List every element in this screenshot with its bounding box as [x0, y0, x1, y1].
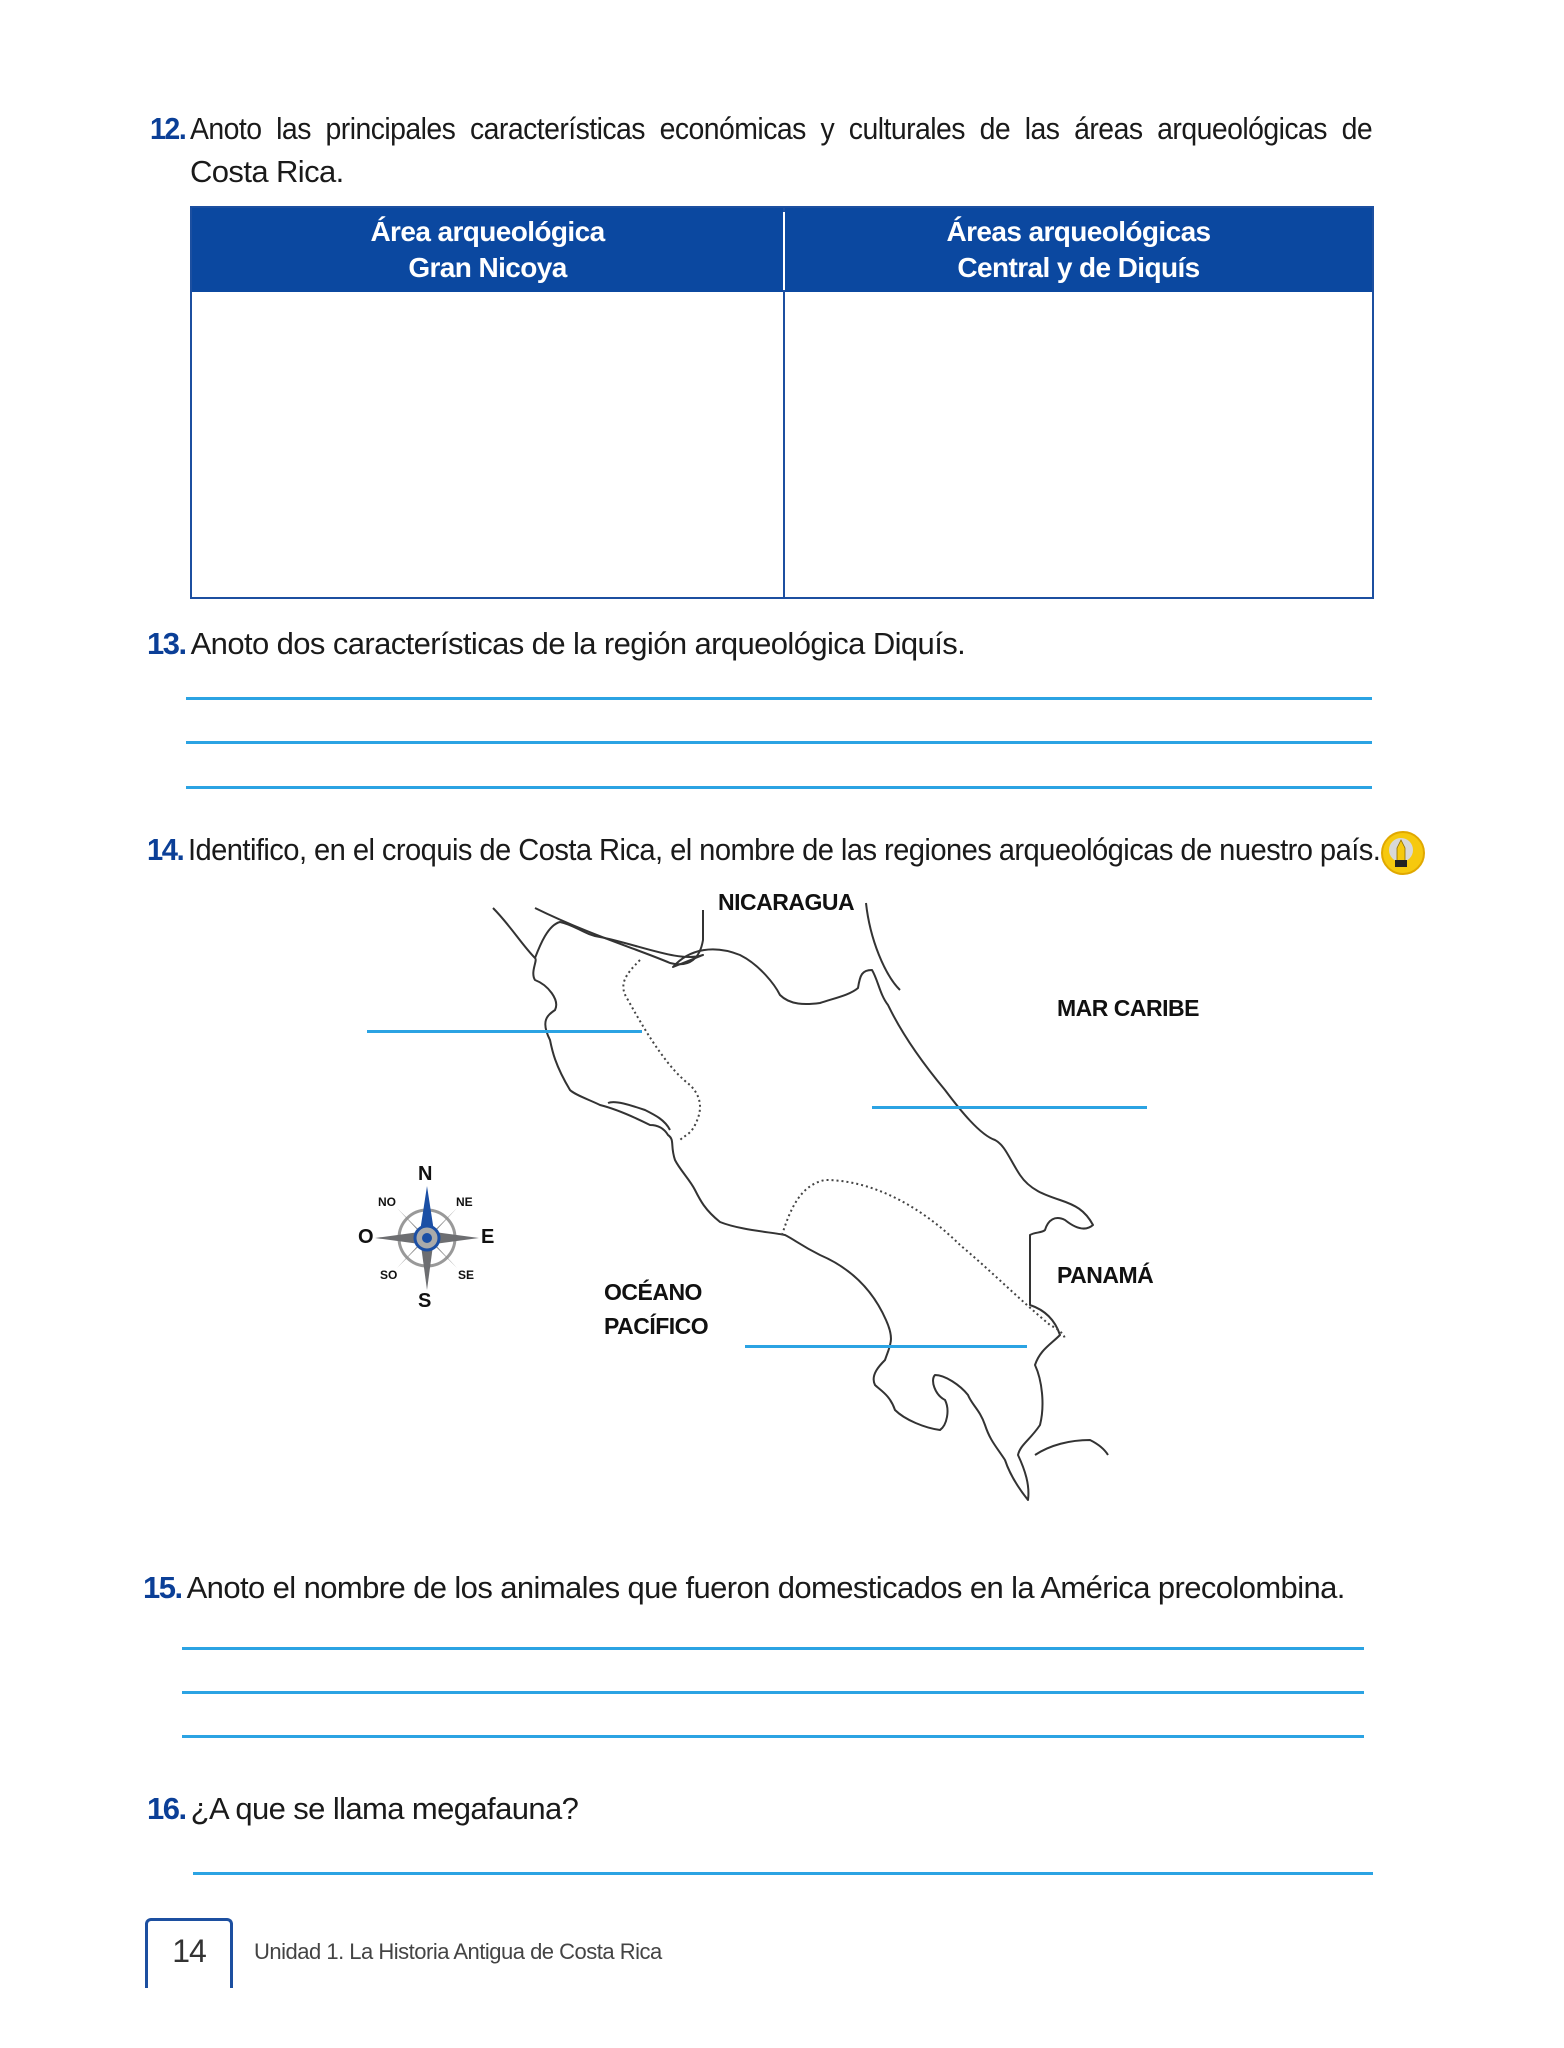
compass-north: N: [418, 1163, 433, 1185]
label-mar-caribe: MAR CARIBE: [1057, 995, 1199, 1021]
label-nicaragua: NICARAGUA: [718, 889, 855, 915]
question-text: Anoto el nombre de los animales que fueron domesticados en la América precolombina.: [186, 1570, 1345, 1605]
compass-east: E: [481, 1226, 495, 1248]
page-number-box: [145, 1918, 233, 1988]
costa-rica-outline: [533, 922, 1093, 1500]
answer-line[interactable]: [182, 1735, 1364, 1738]
answer-line[interactable]: [182, 1691, 1364, 1694]
question-number: 14.: [147, 832, 184, 867]
compass-southwest: SO: [380, 1268, 398, 1282]
label-panama: PANAMÁ: [1057, 1262, 1154, 1288]
map-answer-line-nicoya[interactable]: [367, 1030, 642, 1033]
region-boundary-nicoya: [623, 960, 700, 1140]
compass-southeast: SE: [458, 1268, 475, 1282]
question-15: [143, 1566, 1345, 1609]
question-text: Anoto dos características de la región arqueológica Diquís.: [190, 626, 966, 661]
nicaragua-coast-line: [493, 908, 535, 958]
panama-coast-line: [1035, 1440, 1108, 1455]
answer-line[interactable]: [182, 1647, 1364, 1650]
caribbean-north-coast: [866, 903, 900, 990]
label-oceano: OCÉANO: [604, 1279, 702, 1305]
column-header-gran-nicoya: Área arqueológica Gran Nicoya: [370, 216, 605, 283]
page-number: 14: [172, 1933, 206, 1969]
nicoya-gulf-coast: [608, 1102, 670, 1130]
column-header-central-diquis: Áreas arqueológicas Central y de Diquís: [946, 216, 1211, 283]
compass-west: O: [358, 1226, 374, 1248]
map-answer-line-central[interactable]: [872, 1106, 1147, 1109]
question-number: 12.: [150, 111, 186, 146]
unit-title: Unidad 1. La Historia Antigua de Costa Rica: [254, 1939, 662, 1964]
question-text: Anoto las principales características económicas y culturales de las áreas arqueológicas de: [189, 111, 1373, 146]
question-16: [147, 1787, 578, 1830]
question-number: 16.: [147, 1791, 186, 1826]
question-number: 13.: [147, 626, 186, 661]
question-number: 15.: [143, 1570, 182, 1605]
question-text: ¿A que se llama megafauna?: [190, 1791, 579, 1826]
label-pacifico: PACÍFICO: [604, 1313, 709, 1339]
question-text: Identifico, en el croquis de Costa Rica, el nombre de las regiones arqueológicas de nuestro país.: [187, 832, 1381, 867]
map-answer-line-diquis[interactable]: [745, 1345, 1027, 1348]
compass-northeast: NE: [456, 1195, 473, 1209]
answer-line[interactable]: [193, 1872, 1373, 1875]
region-boundary-diquis: [782, 1180, 1065, 1340]
compass-northwest: NO: [378, 1195, 396, 1209]
compass-south: S: [418, 1290, 432, 1312]
question-12-line2: Costa Rica.: [190, 154, 344, 189]
